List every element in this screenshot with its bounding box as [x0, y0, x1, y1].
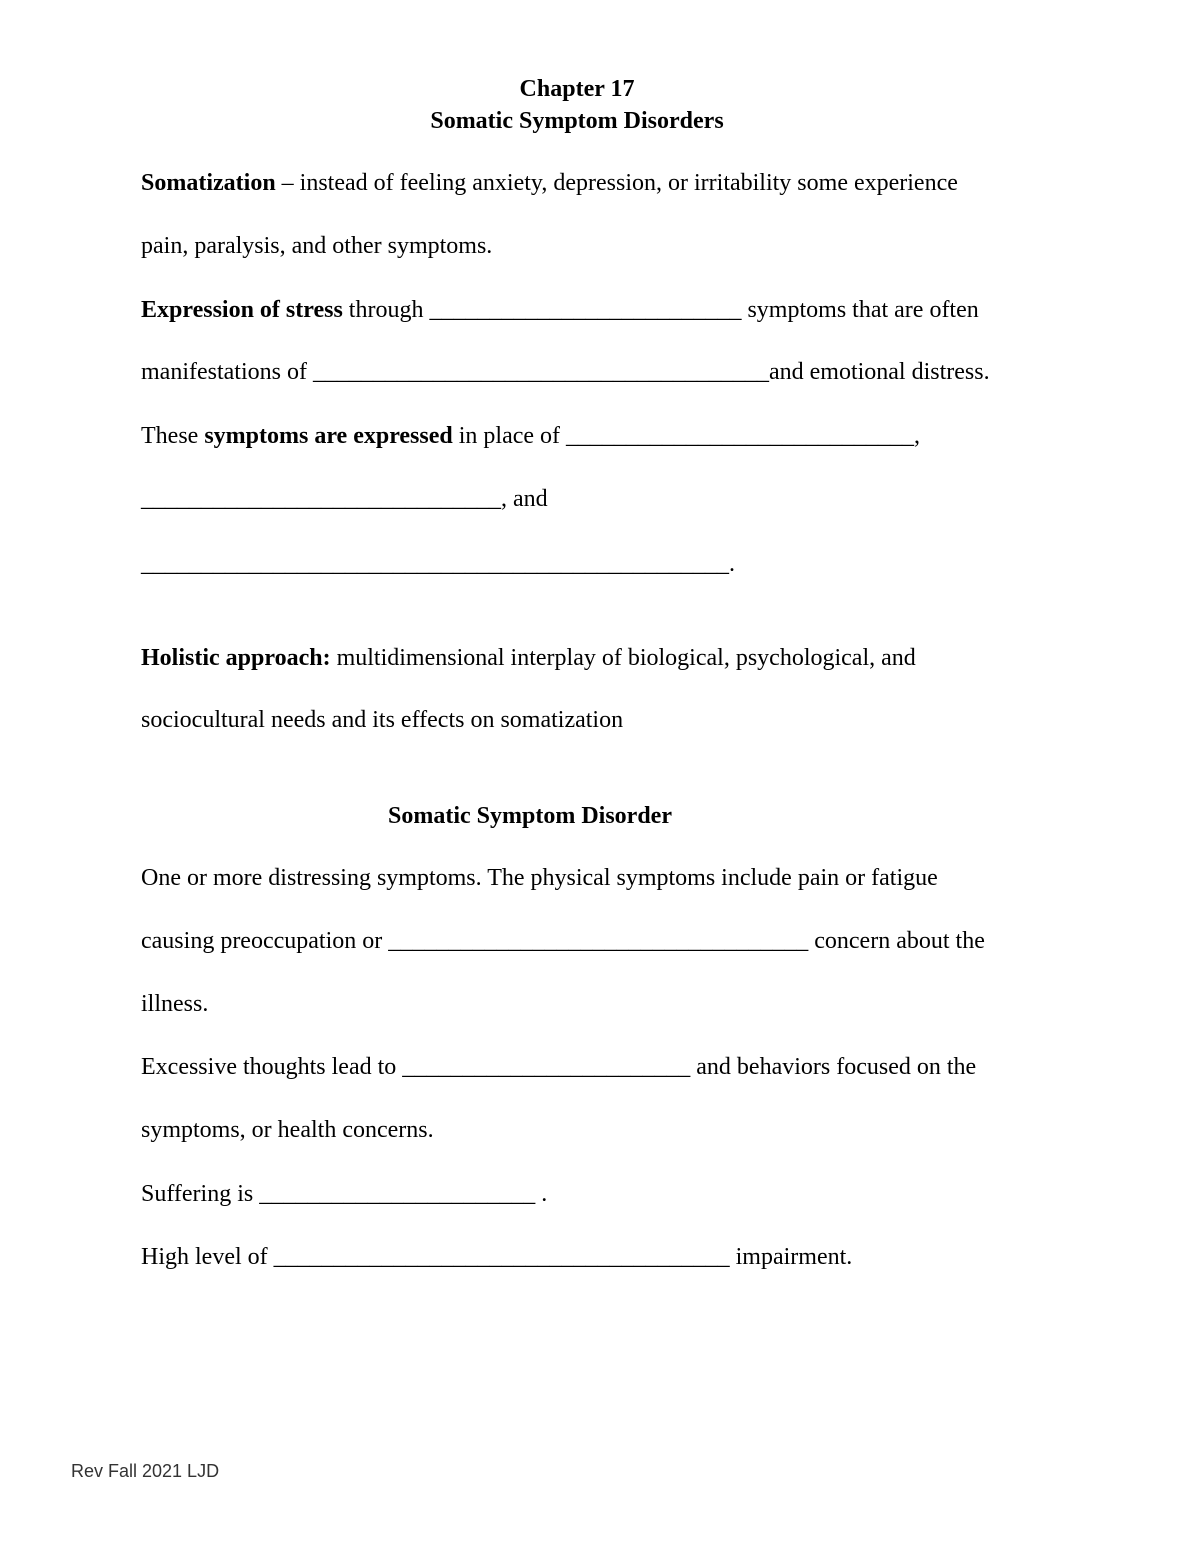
these-text: These: [141, 423, 205, 449]
ssd-text: .: [535, 1181, 548, 1207]
blank-field: _________________________________________________: [141, 551, 729, 577]
holistic-definition: multidimensional interplay of biological, psychological, and: [330, 645, 916, 671]
expression-text: manifestations of: [141, 359, 313, 385]
holistic-line-2: sociocultural needs and its effects on somatization: [141, 707, 624, 733]
ssd-line-1: One or more distressing symptoms. The physical symptoms include pain or fatigue: [141, 865, 938, 891]
ssd-text: and behaviors focused on the: [690, 1054, 977, 1080]
holistic-term: Holistic approach:: [141, 645, 331, 671]
somatization-definition: – instead of feeling anxiety, depression, or irritability some experience: [275, 170, 958, 196]
ssd-line-4: [141, 1052, 976, 1082]
ssd-text: High level of: [141, 1244, 274, 1270]
ssd-text: Excessive thoughts lead to: [141, 1054, 403, 1080]
blank-field: ______________________________: [141, 486, 501, 512]
blank-field: ______________________________________: [273, 1244, 730, 1270]
symptoms-expressed-term: symptoms are expressed: [204, 423, 453, 449]
expression-term: Expression of stress: [141, 297, 343, 323]
ssd-line-7: [141, 1242, 852, 1272]
revision-footer: Rev Fall 2021 LJD: [71, 1461, 220, 1481]
expression-line-1: [141, 295, 979, 325]
these-symptoms-line-3: [141, 549, 735, 579]
holistic-line-1: [141, 643, 916, 673]
ssd-line-5: symptoms, or health concerns.: [141, 1117, 434, 1143]
expression-text: symptoms that are often: [741, 297, 979, 323]
ssd-text: concern about the: [808, 928, 985, 954]
these-text: .: [729, 551, 735, 577]
ssd-text: Suffering is: [141, 1181, 260, 1207]
blank-field: ______________________________________: [312, 359, 769, 385]
ssd-text: causing preoccupation or: [141, 928, 389, 954]
these-symptoms-line-1: [141, 421, 920, 451]
ssd-line-2: [141, 926, 985, 956]
ssd-line-6: [141, 1179, 547, 1209]
ssd-line-3: illness.: [141, 991, 209, 1017]
ssd-heading: Somatic Symptom Disorder: [388, 803, 672, 829]
these-text: in place of: [452, 423, 567, 449]
blank-field: _______________________: [259, 1181, 536, 1207]
somatization-term: Somatization: [141, 170, 276, 196]
blank-field: ___________________________________: [388, 928, 809, 954]
blank-field: _____________________________: [566, 423, 915, 449]
blank-field: ________________________: [402, 1054, 691, 1080]
expression-text: and emotional distress.: [768, 359, 990, 385]
these-text: ,: [914, 423, 921, 449]
blank-field: __________________________: [429, 297, 742, 323]
expression-line-2: [141, 357, 990, 387]
somatization-line-1: [141, 168, 958, 198]
chapter-number: Chapter 17: [519, 76, 635, 102]
ssd-text: impairment.: [729, 1244, 853, 1270]
somatization-line-2: pain, paralysis, and other symptoms.: [141, 233, 493, 259]
these-text: , and: [501, 486, 548, 512]
expression-text: through: [342, 297, 430, 323]
chapter-title: Somatic Symptom Disorders: [430, 108, 724, 134]
these-symptoms-line-2: [141, 484, 548, 514]
